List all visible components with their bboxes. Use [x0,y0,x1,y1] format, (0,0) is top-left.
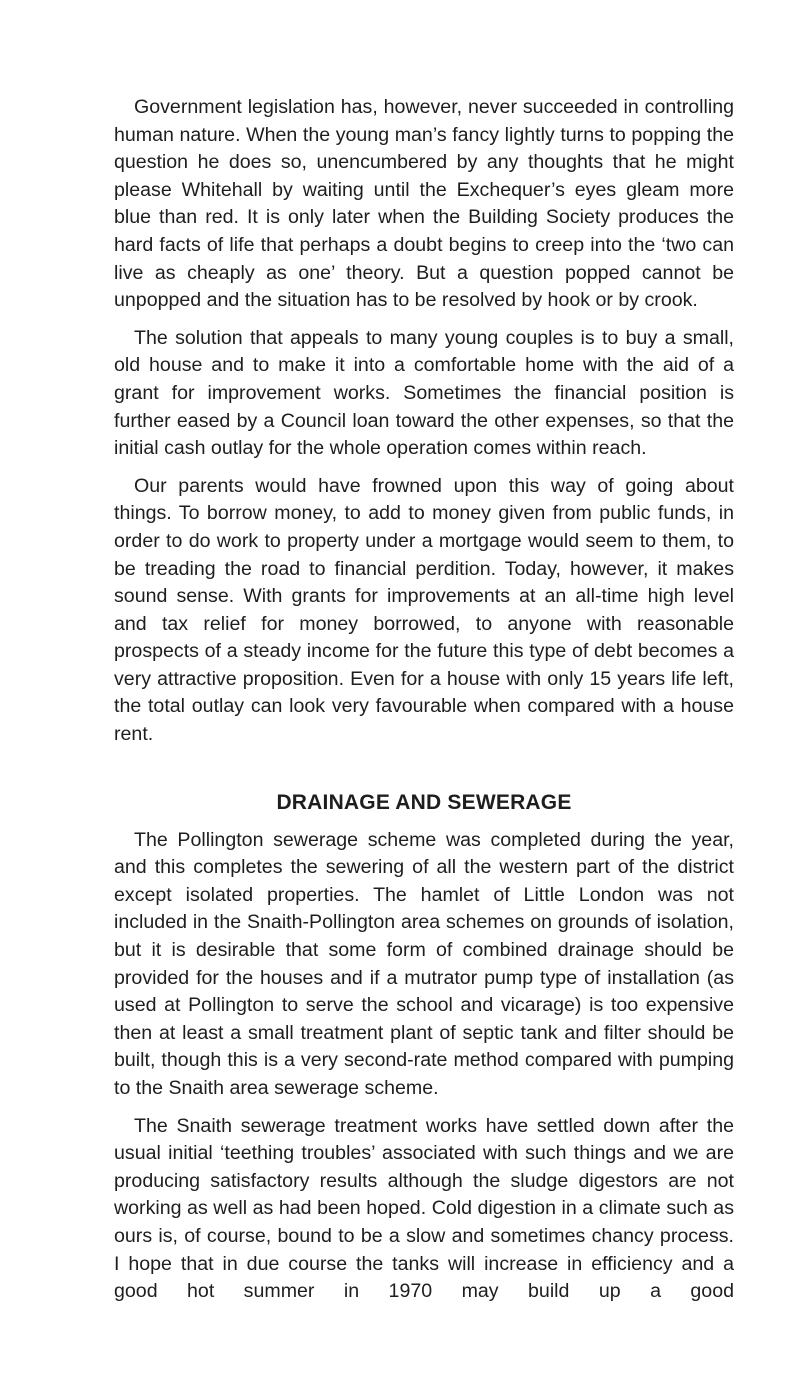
paragraph-snaith: The Snaith sewerage treatment works have settled down after the usual initial ‘teething troubles’ associated with such things and we are producing satisfactory results although the sludge digestors are not working as well as had been hoped. Cold digestion in a climate such as ours is, of course, bound to be a slow and sometimes chancy process. I hope that in due course the tanks will increase in efficiency and a good hot summer in 1970 may build up a good [114,1114,734,1303]
paragraph-legislation: Government legislation has, however, never succeeded in controlling human nature. When the young man’s fancy lightly turns to popping the question he does so, unencumbered by any thoughts that he might please Whitehall by waiting until the Exchequer’s eyes gleam more blue than red. It is only later when the Building Society produces the hard facts of life that perhaps a doubt begins to creep into the ‘two can live as cheaply as one’ theory. But a question popped cannot be unpopped and the situation has to be resolved by hook or by crook. [114,96,734,312]
section-heading-drainage: DRAINAGE AND SEWERAGE [276,790,572,814]
paragraph-solution: The solution that appeals to many young couples is to buy a small, old house and to make it into a comfortable home with the aid of a grant for improvement works. Sometimes the financial position is further eased by a Council loan toward the other expenses, so that the initial cash outlay for the whole operation comes within reach. [114,326,734,460]
document-page [114,94,734,1316]
paragraph-parents: Our parents would have frowned upon this way of going about things. To borrow money, to add to money given from public funds, in order to do work to property under a mortgage would seem to them, to be treading the road to financial perdition. Today, however, it makes sound sense. With grants for improvements at an all-time high level and tax relief for money borrowed, to anyone with reasonable prospects of a steady income for the future this type of debt becomes a very attractive proposition. Even for a house with only 15 years life left, the total outlay can look very favourable when compared with a house rent. [114,474,734,746]
paragraph-pollington: The Pollington sewerage scheme was completed during the year, and this completes the sewering of all the western part of the district except isolated properties. The hamlet of Little London was not included in the Snaith-Pollington area schemes on grounds of isolation, but it is desirable that some form of combined drainage should be provided for the houses and if a mutrator pump type of installation (as used at Pollington to serve the school and vicarage) is too expensive then at least a small treatment plant of septic tank and filter should be built, though this is a very second-rate method compared with pumping to the Snaith area sewerage scheme. [114,828,734,1099]
